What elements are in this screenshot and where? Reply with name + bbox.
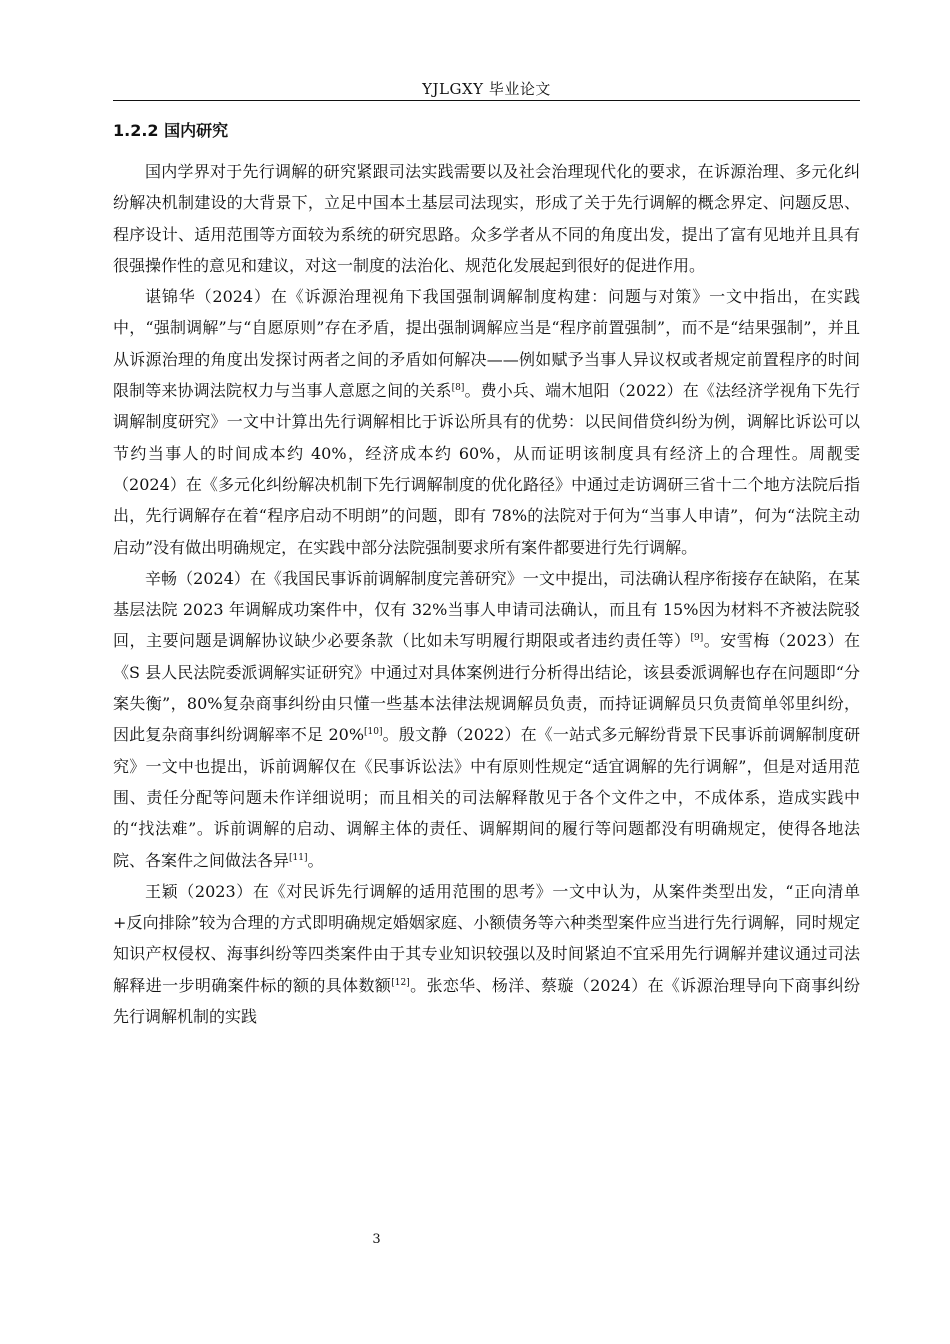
paragraph-xin-chang — [113, 563, 860, 876]
page-number: 3 — [372, 1232, 381, 1247]
paragraph-text: 。张恋华、杨洋、蔡璇（2024）在《诉源治理导向下商事纠纷先行调解机制的实践 — [113, 975, 860, 1027]
citation-ref: [8] — [451, 383, 465, 394]
header-rule — [113, 100, 860, 101]
citation-ref: [10] — [364, 727, 383, 738]
paragraph-text: 国内学界对于先行调解的研究紧跟司法实践需要以及社会治理现代化的要求，在诉源治理、多元化纠纷解决机制建设的大背景下，立足中国本土基层司法现实，形成了关于先行调解的概念界定、问题反思、程序设计、适用范围等方面较为系统的研究思路。众多学者从不同的角度出发，提出了富有见地并且具有很强操作性的意见和建议，对这一制度的法治化、规范化发展起到很好的促进作用。 — [113, 162, 860, 275]
paragraph-text: 。 — [307, 850, 324, 870]
citation-ref: [11] — [289, 852, 308, 863]
paragraph-text: 王颖（2023）在《对民诉先行调解的适用范围的思考》一文中认为，从案件类型出发，“正向清单+反向排除”较为合理的方式即明确规定婚姻家庭、小额债务等六种类型案件应当进行先行调解，同时规定知识产权侵权、海事纠纷等四类案件由于其专业知识较强以及时间紧迫不宜采用先行调解并建议通过司法解释进一步明确案件标的额的具体数额 — [113, 881, 860, 995]
citation-ref: [9] — [690, 633, 704, 644]
paragraph-text: 。安雪梅（2023）在《S 县人民法院委派调解实证研究》中通过对具体案例进行分析得出结论，该县委派调解也存在问题即“分案失衡”，80%复杂商事纠纷由只懂一些基本法律法规调解员负责，而持证调解员只负责简单邻里纠纷，因此复杂商事纠纷调解率不足 20% — [113, 631, 860, 745]
paragraph-wang-ying — [113, 876, 860, 1032]
page-header: YJLGXY 毕业论文 — [422, 80, 551, 98]
section-heading: 1.2.2 国内研究 — [113, 121, 229, 140]
body-text — [113, 156, 860, 1032]
paragraph-text: 。殷文静（2022）在《一站式多元解纷背景下民事诉前调解制度研究》一文中也提出，诉前调解仅在《民事诉讼法》中有原则性规定“适宜调解的先行调解”，但是对适用范围、责任分配等问题未作详细说明；而且相关的司法解释散见于各个文件之中，不成体系，造成实践中的“找法难”。诉前调解的启动、调解主体的责任、调解期间的履行等问题都没有明确规定，使得各地法院、各案件之间做法各异 — [113, 725, 860, 870]
paragraph-intro — [113, 156, 860, 281]
paragraph-text: 辛畅（2024）在《我国民事诉前调解制度完善研究》一文中提出，司法确认程序衔接存在缺陷，在某基层法院 2023 年调解成功案件中，仅有 32%当事人申请司法确认，而且有 15%因为材料不齐被法院驳回，主要问题是调解协议缺少必要条款（比如未写明履行期限或者违约责任等） — [113, 568, 860, 651]
citation-ref: [12] — [391, 977, 410, 988]
paragraph-text: 谌锦华（2024）在《诉源治理视角下我国强制调解制度构建：问题与对策》一文中指出，在实践中，“强制调解”与“自愿原则”存在矛盾，提出强制调解应当是“程序前置强制”，而不是“结果强制”，并且从诉源治理的角度出发探讨两者之间的矛盾如何解决——例如赋予当事人异议权或者规定前置程序的时间限制等来协调法院权力与当事人意愿之间的关系 — [113, 287, 860, 401]
paragraph-text: 。费小兵、端木旭阳（2022）在《法经济学视角下先行调解制度研究》一文中计算出先行调解相比于诉讼所具有的优势：以民间借贷纠纷为例，调解比诉讼可以节约当事人的时间成本约 40%，经济成本约 60%，从而证明该制度具有经济上的合理性。周靓雯（2024）在《多元化纠纷解决机制下先行调解制度的优化路径》中通过走访调研三省十二个地方法院后指出，先行调解存在着“程序启动不明朗”的问题，即有 78%的法院对于何为“当事人申请”，何为“法院主动启动”没有做出明确规定，在实践中部分法院强制要求所有案件都要进行先行调解。 — [113, 381, 860, 557]
paragraph-chen-jinhua — [113, 281, 860, 563]
